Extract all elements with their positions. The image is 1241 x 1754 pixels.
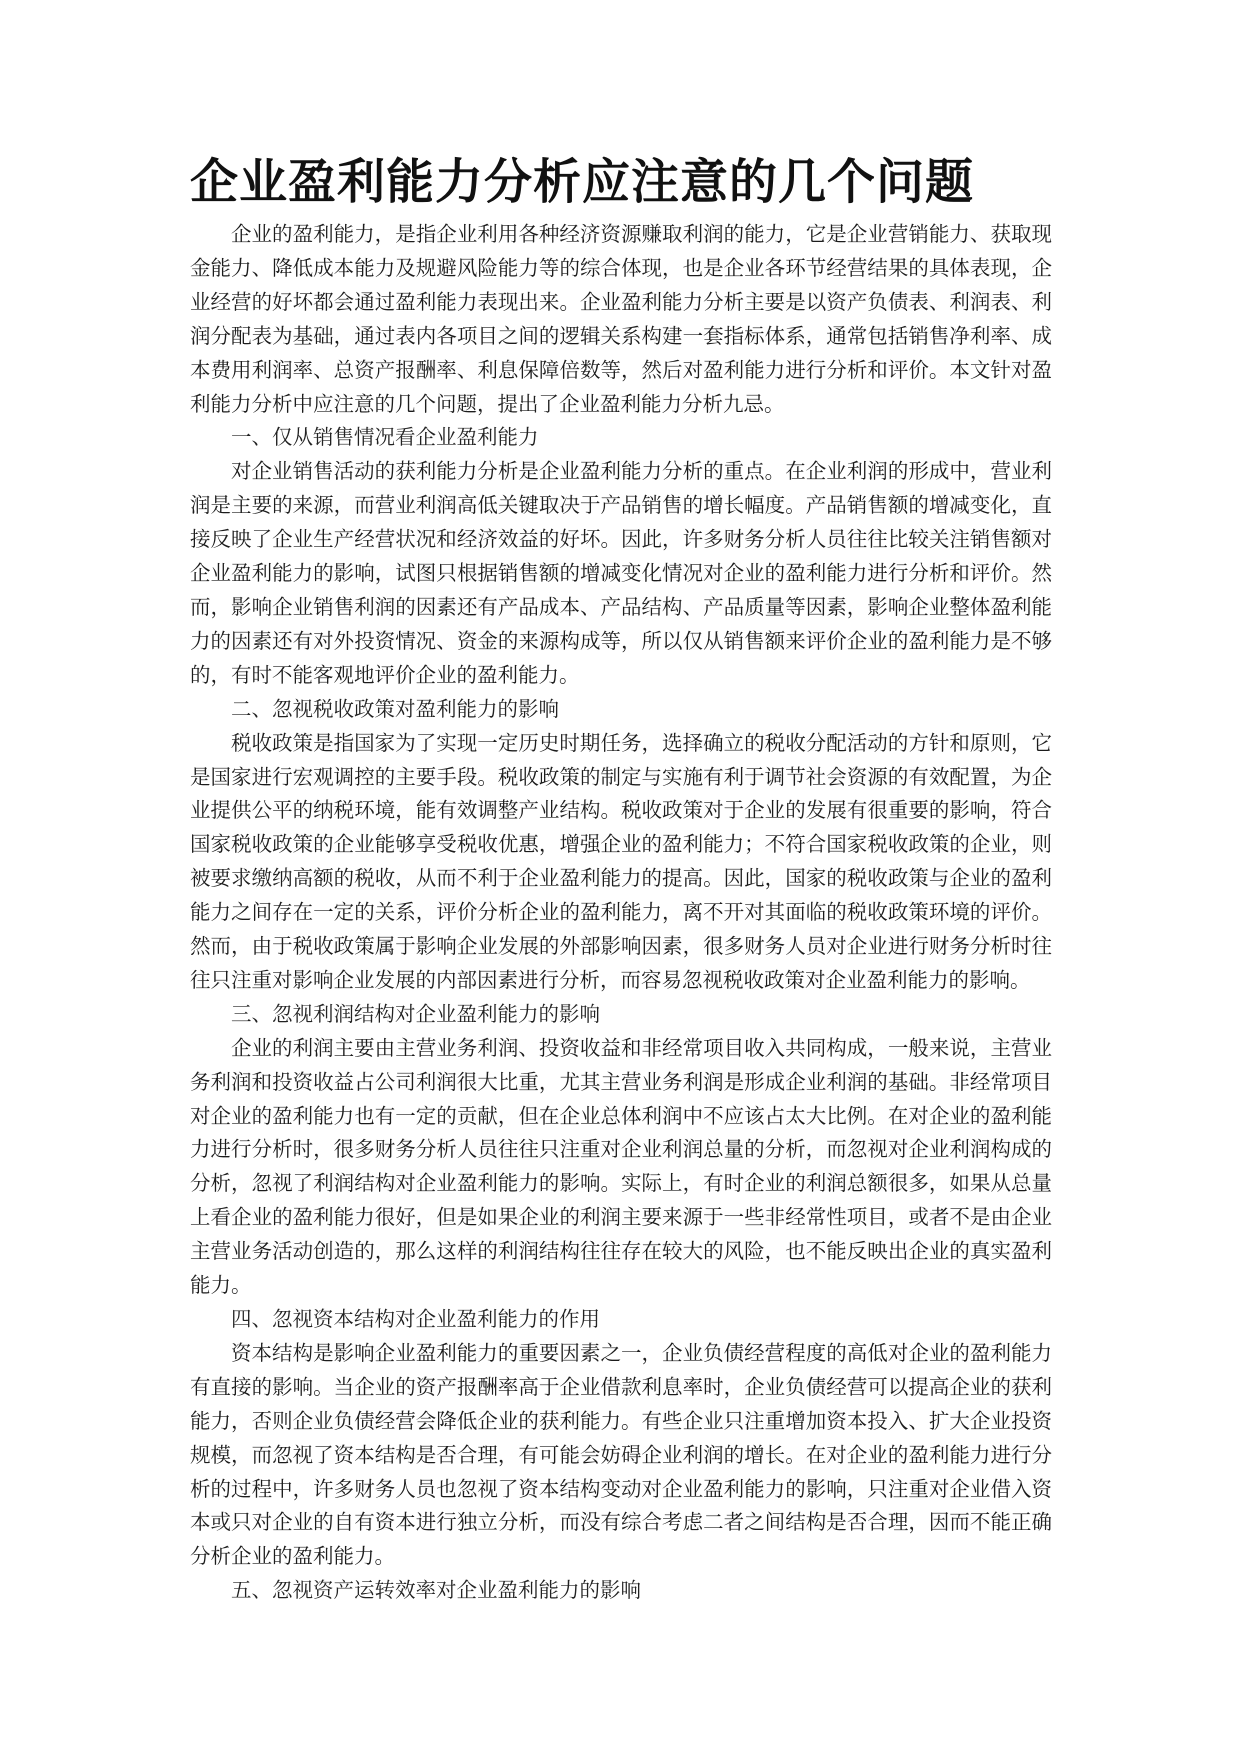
section-paragraph-4: 资本结构是影响企业盈利能力的重要因素之一，企业负债经营程度的高低对企业的盈利能力有直接的影响。当企业的资产报酬率高于企业借款利息率时，企业负债经营可以提高企业的获利能力，否则企业负债经营会降低企业的获利能力。有些企业只注重增加资本投入、扩大企业投资规模，而忽视了资本结构是否合理，有可能会妨碍企业利润的增长。在对企业的盈利能力进行分析的过程中，许多财务人员也忽视了资本结构变动对企业盈利能力的影响，只注重对企业借入资本或只对企业的自有资本进行独立分析，而没有综合考虑二者之间结构是否合理，因而不能正确分析企业的盈利能力。 [190,1340,1052,1569]
section-heading-4: 四、忽视资本结构对企业盈利能力的作用 [231,1307,600,1331]
document-body [190,218,1052,1608]
section-paragraph-1: 对企业销售活动的获利能力分析是企业盈利能力分析的重点。在企业利润的形成中，营业利润是主要的来源，而营业利润高低关键取决于产品销售的增长幅度。产品销售额的增减变化，直接反映了企业生产经营状况和经济效益的好坏。因此，许多财务分析人员往往比较关注销售额对企业盈利能力的影响，试图只根据销售额的增减变化情况对企业的盈利能力进行分析和评价。然而，影响企业销售利润的因素还有产品成本、产品结构、产品质量等因素，影响企业整体盈利能力的因素还有对外投资情况、资金的来源构成等，所以仅从销售额来评价企业的盈利能力是不够的，有时不能客观地评价企业的盈利能力。 [190,459,1052,687]
intro-paragraph: 企业的盈利能力，是指企业利用各种经济资源赚取利润的能力，它是企业营销能力、获取现金能力、降低成本能力及规避风险能力等的综合体现，也是企业各环节经营结果的具体表现，企业经营的好坏都会通过盈利能力表现出来。企业盈利能力分析主要是以资产负债表、利润表、利润分配表为基础，通过表内各项目之间的逻辑关系构建一套指标体系，通常包括销售净利率、成本费用利润率、总资产报酬率、利息保障倍数等，然后对盈利能力进行分析和评价。本文针对盈利能力分析中应注意的几个问题，提出了企业盈利能力分析九忌。 [190,222,1052,416]
section-heading-5: 五、忽视资产运转效率对企业盈利能力的影响 [231,1578,641,1603]
section-heading-3: 三、忽视利润结构对企业盈利能力的影响 [231,1001,600,1026]
document-page [190,150,1052,1608]
section-heading-1: 一、仅从销售情况看企业盈利能力 [231,425,539,450]
document-title: 企业盈利能力分析应注意的几个问题 [190,154,975,210]
section-heading-2: 二、忽视税收政策对盈利能力的影响 [231,696,559,721]
section-paragraph-3: 企业的利润主要由主营业务利润、投资收益和非经常项目收入共同构成，一般来说，主营业务利润和投资收益占公司利润很大比重，尤其主营业务利润是形成企业利润的基础。非经常项目对企业的盈利能力也有一定的贡献，但在企业总体利润中不应该占太大比例。在对企业的盈利能力进行分析时，很多财务分析人员往往只注重对企业利润总量的分析，而忽视对企业利润构成的分析，忽视了利润结构对企业盈利能力的影响。实际上，有时企业的利润总额很多，如果从总量上看企业的盈利能力很好，但是如果企业的利润主要来源于一些非经常性项目，或者不是由企业主营业务活动创造的，那么这样的利润结构往往存在较大的风险，也不能反映出企业的真实盈利能力。 [190,1035,1052,1298]
section-paragraph-2: 税收政策是指国家为了实现一定历史时期任务，选择确立的税收分配活动的方针和原则，它是国家进行宏观调控的主要手段。税收政策的制定与实施有利于调节社会资源的有效配置，为企业提供公平的纳税环境，能有效调整产业结构。税收政策对于企业的发展有很重要的影响，符合国家税收政策的企业能够享受税收优惠，增强企业的盈利能力；不符合国家税收政策的企业，则被要求缴纳高额的税收，从而不利于企业盈利能力的提高。因此，国家的税收政策与企业的盈利能力之间存在一定的关系，评价分析企业的盈利能力，离不开对其面临的税收政策环境的评价。然而，由于税收政策属于影响企业发展的外部影响因素，很多财务人员对企业进行财务分析时往往只注重对影响企业发展的内部因素进行分析，而容易忽视税收政策对企业盈利能力的影响。 [190,730,1052,992]
